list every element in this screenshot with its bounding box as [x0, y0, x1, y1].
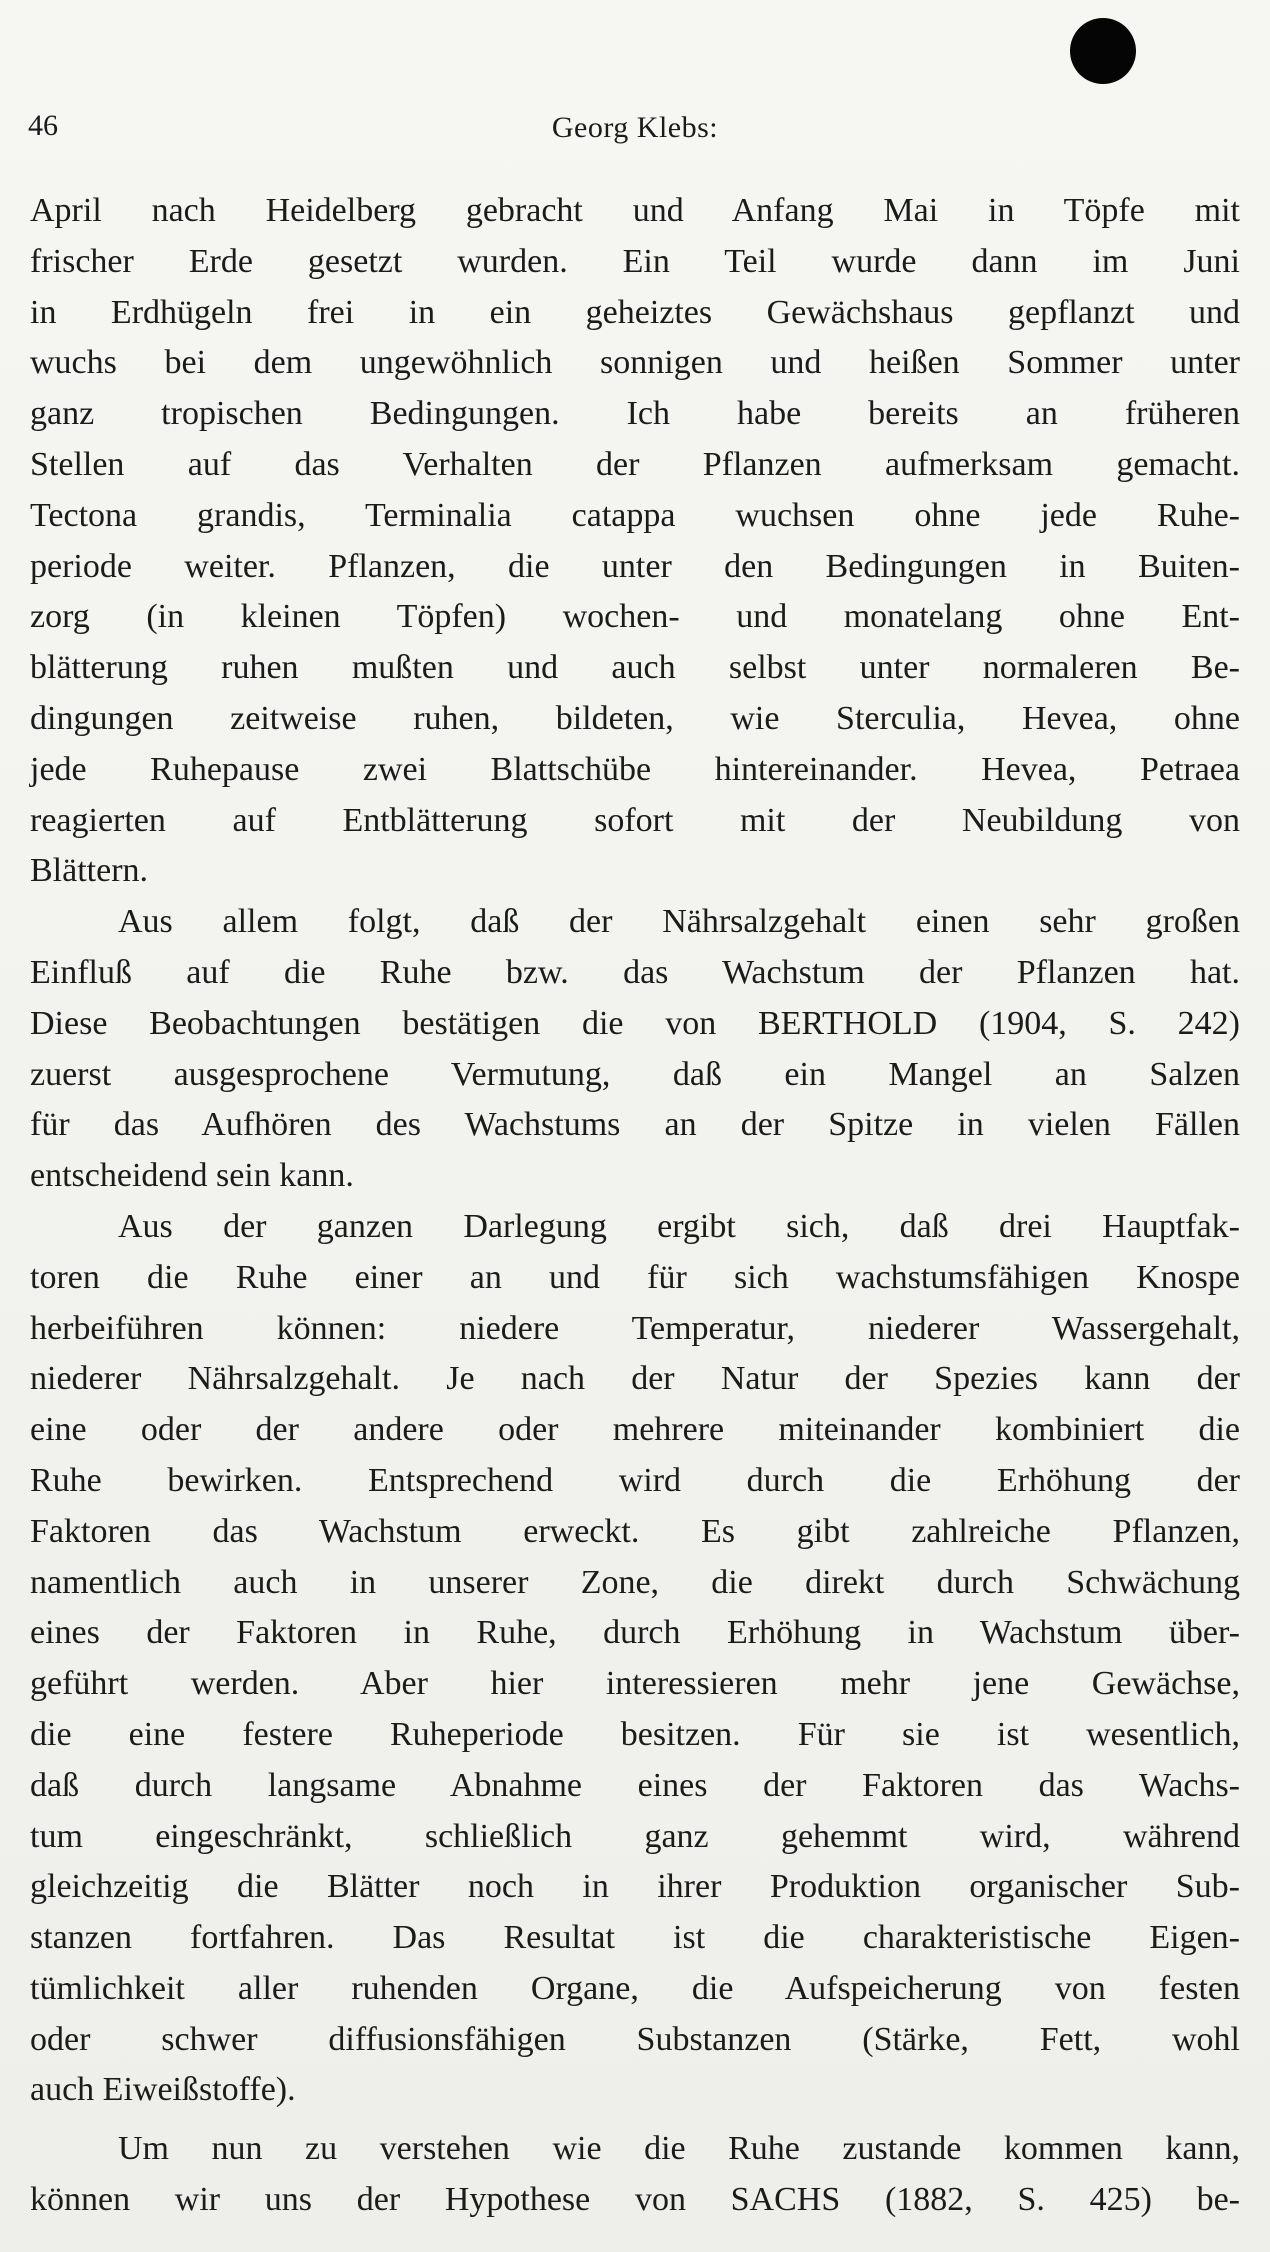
text-line: niederer Nährsalzgehalt. Je nach der Natur der Spezies kann der [30, 1360, 1240, 1398]
text-line: jede Ruhepause zwei Blattschübe hintereinander. Hevea, Petraea [30, 750, 1240, 788]
text-line: Diese Beobachtungen bestätigen die von BERTHOLD (1904, S. 242) [30, 1004, 1240, 1042]
text-line: herbeiführen können: niedere Temperatur, niederer Wassergehalt, [30, 1309, 1240, 1347]
paragraph [30, 2124, 1240, 2226]
paragraph [30, 186, 1240, 897]
text-line: eine oder der andere oder mehrere miteinander kombiniert die [30, 1411, 1240, 1449]
paragraph [30, 897, 1240, 1202]
text-line: ganz tropischen Bedingungen. Ich habe bereits an früheren [30, 395, 1240, 433]
text-line: reagierten auf Entblätterung sofort mit der Neubildung von [30, 801, 1240, 839]
text-line: zorg (in kleinen Töpfen) wochen- und monatelang ohne Ent- [30, 598, 1240, 636]
text-line: tümlichkeit aller ruhenden Organe, die Aufspeicherung von festen [30, 1969, 1240, 2007]
paragraph [30, 1202, 1240, 2116]
text-line: gleichzeitig die Blätter noch in ihrer Produktion organischer Sub- [30, 1868, 1240, 1906]
text-line: die eine festere Ruheperiode besitzen. Für sie ist wesentlich, [30, 1715, 1240, 1753]
text-line: namentlich auch in unserer Zone, die direkt durch Schwächung [30, 1563, 1240, 1601]
page-number: 46 [28, 109, 58, 142]
punch-hole-mark [1070, 18, 1136, 84]
running-head: Georg Klebs: [551, 111, 719, 144]
text-line: Faktoren das Wachstum erweckt. Es gibt zahlreiche Pflanzen, [30, 1512, 1240, 1550]
text-line: Tectona grandis, Terminalia catappa wuchsen ohne jede Ruhe- [30, 496, 1240, 534]
text-line: können wir uns der Hypothese von SACHS (1882, S. 425) be- [30, 2181, 1240, 2219]
text-line: eines der Faktoren in Ruhe, durch Erhöhung in Wachstum über- [30, 1614, 1240, 1652]
text-line: daß durch langsame Abnahme eines der Faktoren das Wachs- [30, 1766, 1240, 1804]
text-line: in Erdhügeln frei in ein geheiztes Gewächshaus gepflanzt und [30, 293, 1240, 331]
text-line: blätterung ruhen mußten und auch selbst unter normaleren Be- [30, 649, 1240, 687]
text-line: auch Eiweißstoffe). [30, 2071, 296, 2109]
text-line: periode weiter. Pflanzen, die unter den Bedingungen in Buiten- [30, 547, 1240, 585]
text-line: Blättern. [30, 852, 149, 890]
text-line: Um nun zu verstehen wie die Ruhe zustande kommen kann, [118, 2130, 1240, 2168]
text-line: Stellen auf das Verhalten der Pflanzen aufmerksam gemacht. [30, 445, 1240, 483]
body-text [30, 186, 1240, 2226]
text-line: tum eingeschränkt, schließlich ganz gehemmt wird, während [30, 1817, 1240, 1855]
text-line: toren die Ruhe einer an und für sich wachstumsfähigen Knospe [30, 1258, 1240, 1296]
text-line: stanzen fortfahren. Das Resultat ist die charakteristische Eigen- [30, 1919, 1240, 1957]
text-line: Aus der ganzen Darlegung ergibt sich, daß drei Hauptfak- [118, 1207, 1240, 1245]
text-line: entscheidend sein kann. [30, 1157, 354, 1195]
text-line: wuchs bei dem ungewöhnlich sonnigen und heißen Sommer unter [30, 344, 1240, 382]
text-line: Einfluß auf die Ruhe bzw. das Wachstum der Pflanzen hat. [30, 953, 1240, 991]
text-line: geführt werden. Aber hier interessieren mehr jene Gewächse, [30, 1665, 1240, 1703]
text-line: Aus allem folgt, daß der Nährsalzgehalt einen sehr großen [118, 903, 1240, 941]
paragraph-gap [30, 2116, 1240, 2124]
text-line: April nach Heidelberg gebracht und Anfang Mai in Töpfe mit [30, 192, 1240, 229]
text-line: oder schwer diffusionsfähigen Substanzen (Stärke, Fett, wohl [30, 2020, 1240, 2058]
text-line: dingungen zeitweise ruhen, bildeten, wie Sterculia, Hevea, ohne [30, 699, 1240, 737]
text-line: zuerst ausgesprochene Vermutung, daß ein Mangel an Salzen [30, 1055, 1240, 1093]
text-line: für das Aufhören des Wachstums an der Spitze in vielen Fällen [30, 1106, 1240, 1144]
text-line: Ruhe bewirken. Entsprechend wird durch die Erhöhung der [30, 1461, 1240, 1499]
text-line: frischer Erde gesetzt wurden. Ein Teil wurde dann im Juni [30, 242, 1240, 280]
